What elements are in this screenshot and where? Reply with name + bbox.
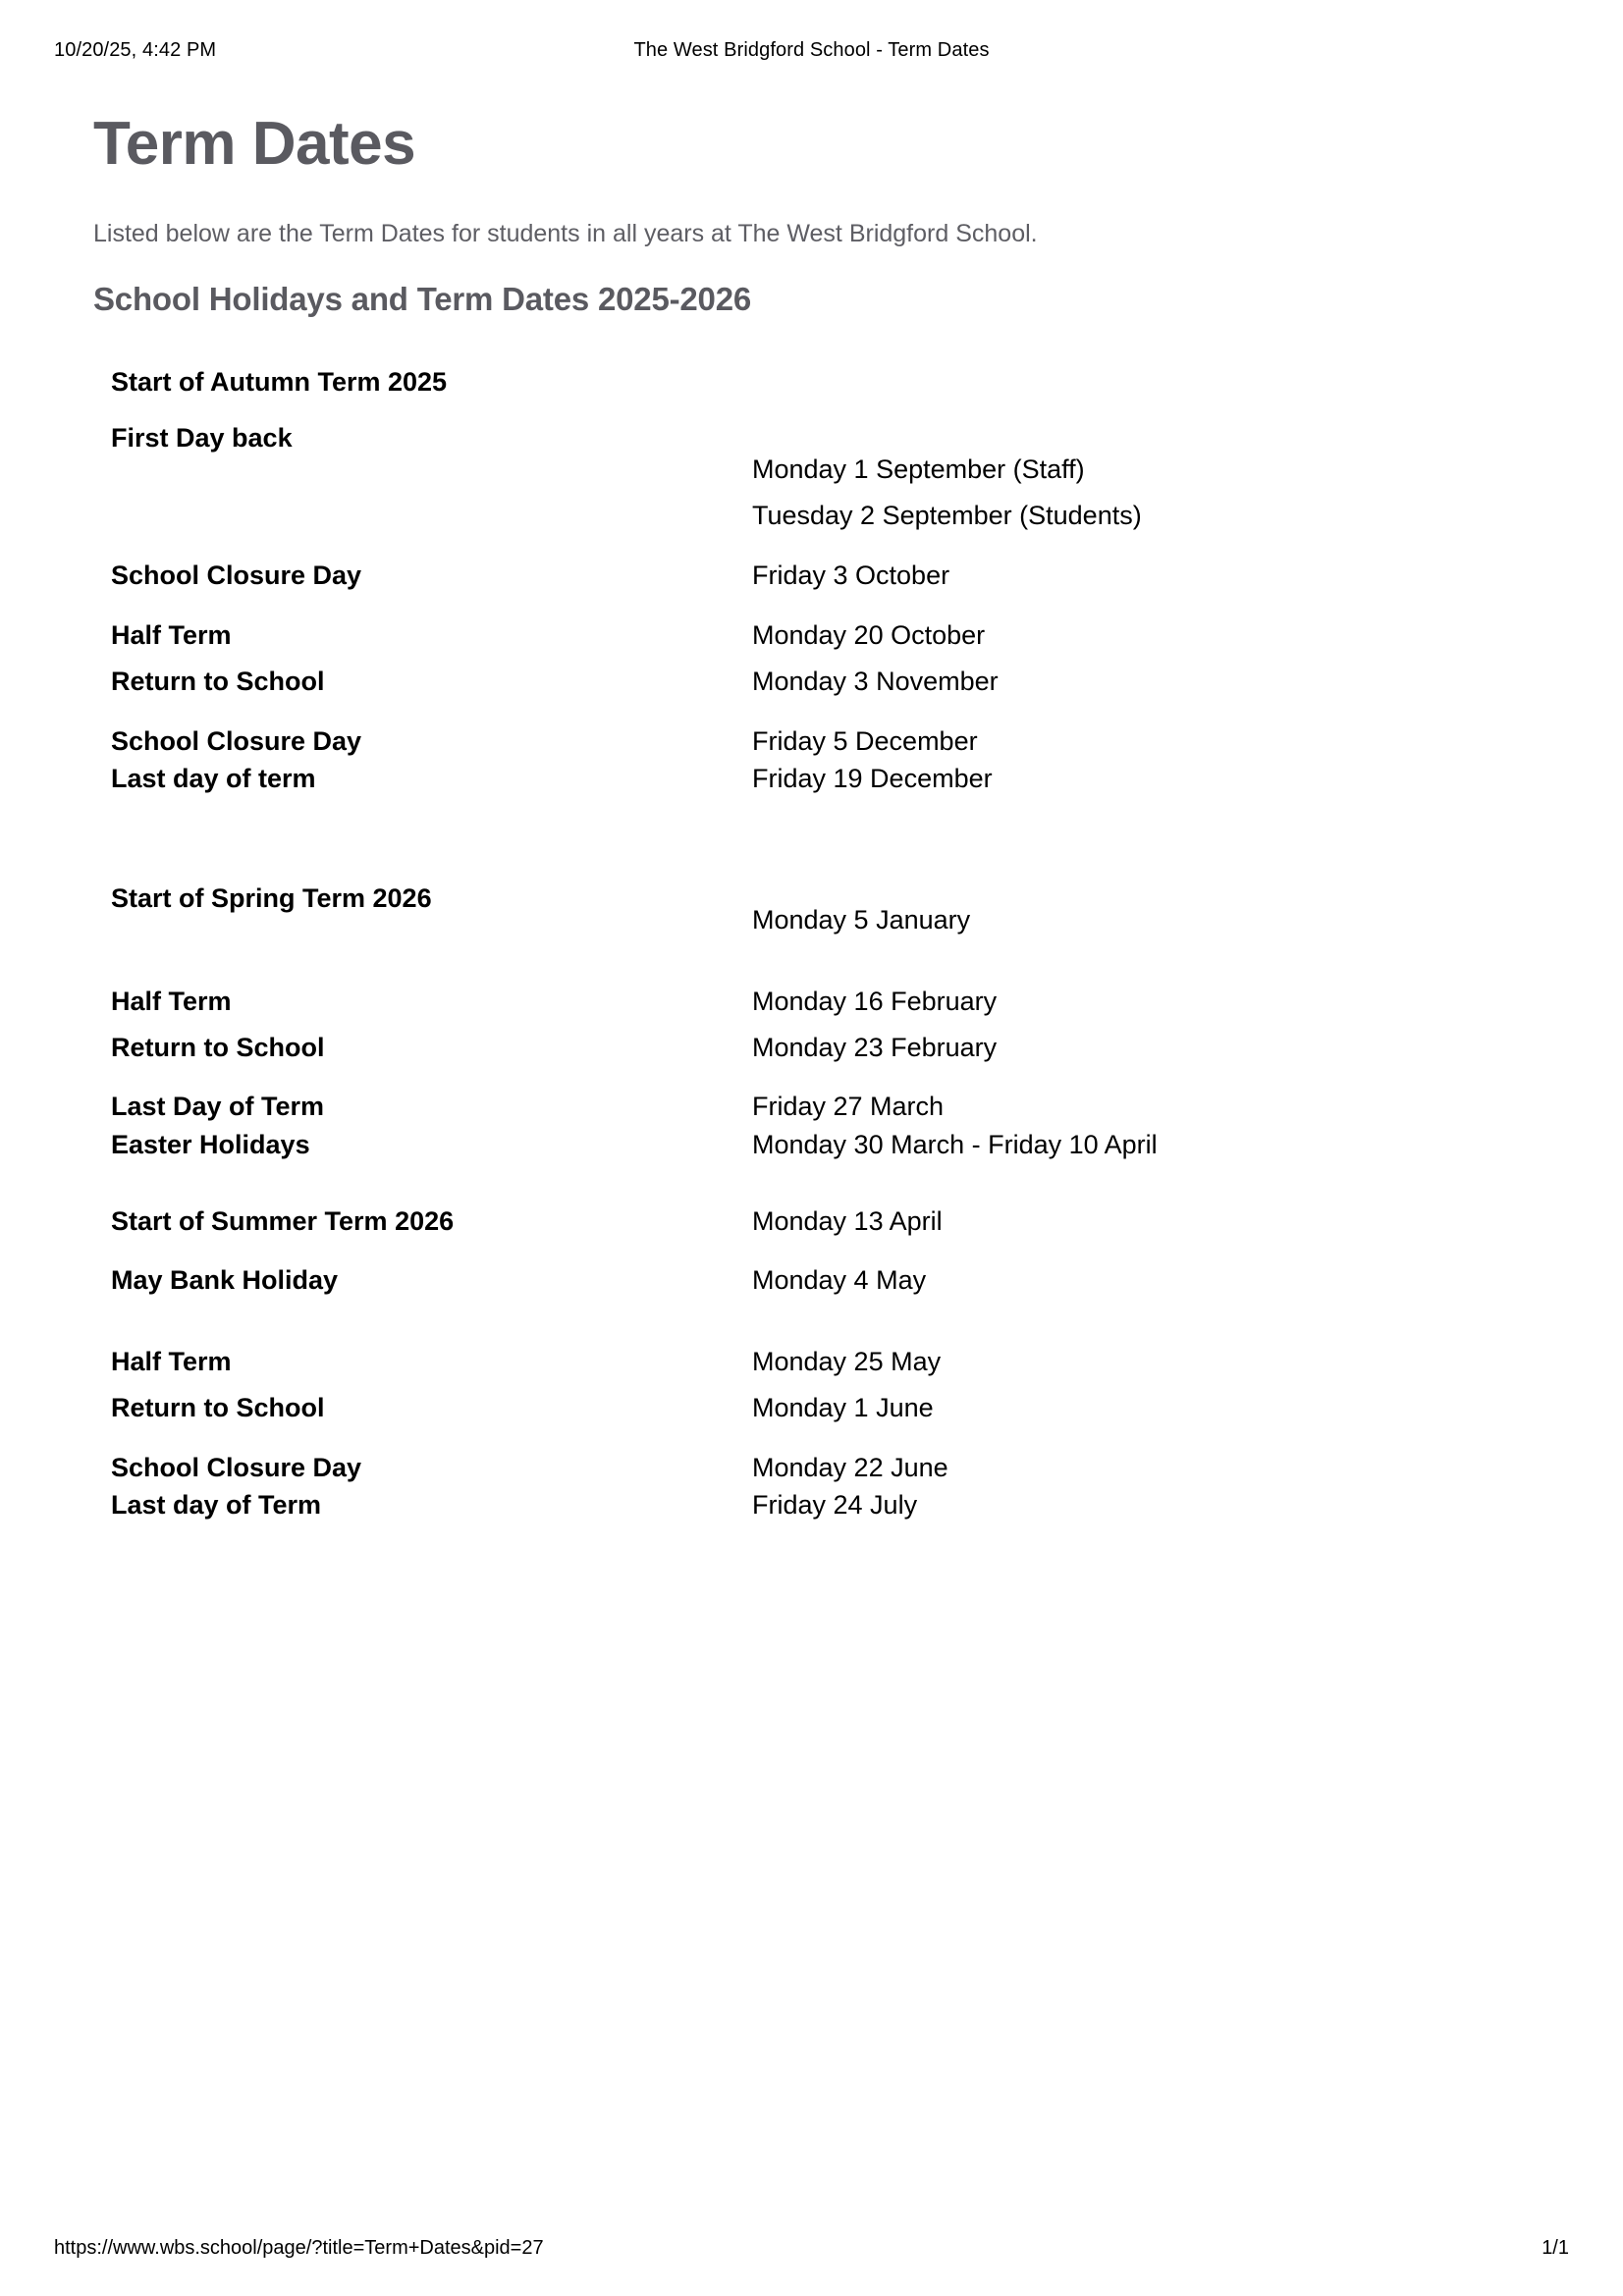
intro-paragraph: Listed below are the Term Dates for students in all years at The West Bridgford School. xyxy=(93,220,1038,247)
row-label: Half Term xyxy=(111,987,232,1016)
row-value: Friday 5 December xyxy=(752,726,978,756)
row-label: School Closure Day xyxy=(111,726,362,756)
print-source-url: https://www.wbs.school/page/?title=Term+Dates&pid=27 xyxy=(54,2237,544,2259)
print-document-title: The West Bridgford School - Term Dates xyxy=(633,38,990,61)
row-value: Monday 4 May xyxy=(752,1265,927,1295)
row-value: Monday 1 June xyxy=(752,1393,934,1422)
row-value: Monday 22 June xyxy=(752,1453,948,1482)
print-timestamp: 10/20/25, 4:42 PM xyxy=(54,38,217,61)
row-value: Monday 5 January xyxy=(752,905,971,934)
row-value: Friday 3 October xyxy=(752,561,950,590)
row-value: Monday 16 February xyxy=(752,987,998,1016)
row-label: Start of Spring Term 2026 xyxy=(111,883,432,913)
term-dates-table xyxy=(0,365,1623,1522)
row-value: Monday 20 October xyxy=(752,620,986,650)
row-label: Last day of term xyxy=(111,764,316,793)
row-value: Friday 24 July xyxy=(752,1490,918,1520)
row-label: Half Term xyxy=(111,620,232,650)
row-value: Friday 27 March xyxy=(752,1092,945,1121)
row-label: First Day back xyxy=(111,423,293,453)
row-label: Return to School xyxy=(111,1033,325,1062)
row-value: Monday 3 November xyxy=(752,667,999,696)
row-label: School Closure Day xyxy=(111,561,362,590)
row-value: Monday 25 May xyxy=(752,1347,942,1376)
row-value: Monday 1 September (Staff) xyxy=(752,454,1085,484)
page-title: Term Dates xyxy=(93,110,416,178)
document-body xyxy=(0,108,1623,1522)
row-label: Return to School xyxy=(111,1393,325,1422)
row-value: Tuesday 2 September (Students) xyxy=(752,501,1142,530)
print-page-indicator: 1/1 xyxy=(1542,2237,1569,2259)
row-value: Friday 19 December xyxy=(752,764,993,793)
row-label: Return to School xyxy=(111,667,325,696)
print-header xyxy=(0,37,1623,63)
row-label: May Bank Holiday xyxy=(111,1265,339,1295)
row-label: Start of Autumn Term 2025 xyxy=(111,367,448,397)
row-value: Monday 30 March - Friday 10 April xyxy=(752,1130,1158,1159)
row-label: Last day of Term xyxy=(111,1490,322,1520)
section-title: School Holidays and Term Dates 2025-2026 xyxy=(93,281,751,317)
row-label: Easter Holidays xyxy=(111,1130,310,1159)
print-footer xyxy=(0,2237,1623,2263)
row-label: Last Day of Term xyxy=(111,1092,325,1121)
row-value: Monday 13 April xyxy=(752,1206,943,1236)
row-value: Monday 23 February xyxy=(752,1033,998,1062)
row-label: Half Term xyxy=(111,1347,232,1376)
row-label: School Closure Day xyxy=(111,1453,362,1482)
row-label: Start of Summer Term 2026 xyxy=(111,1206,455,1236)
